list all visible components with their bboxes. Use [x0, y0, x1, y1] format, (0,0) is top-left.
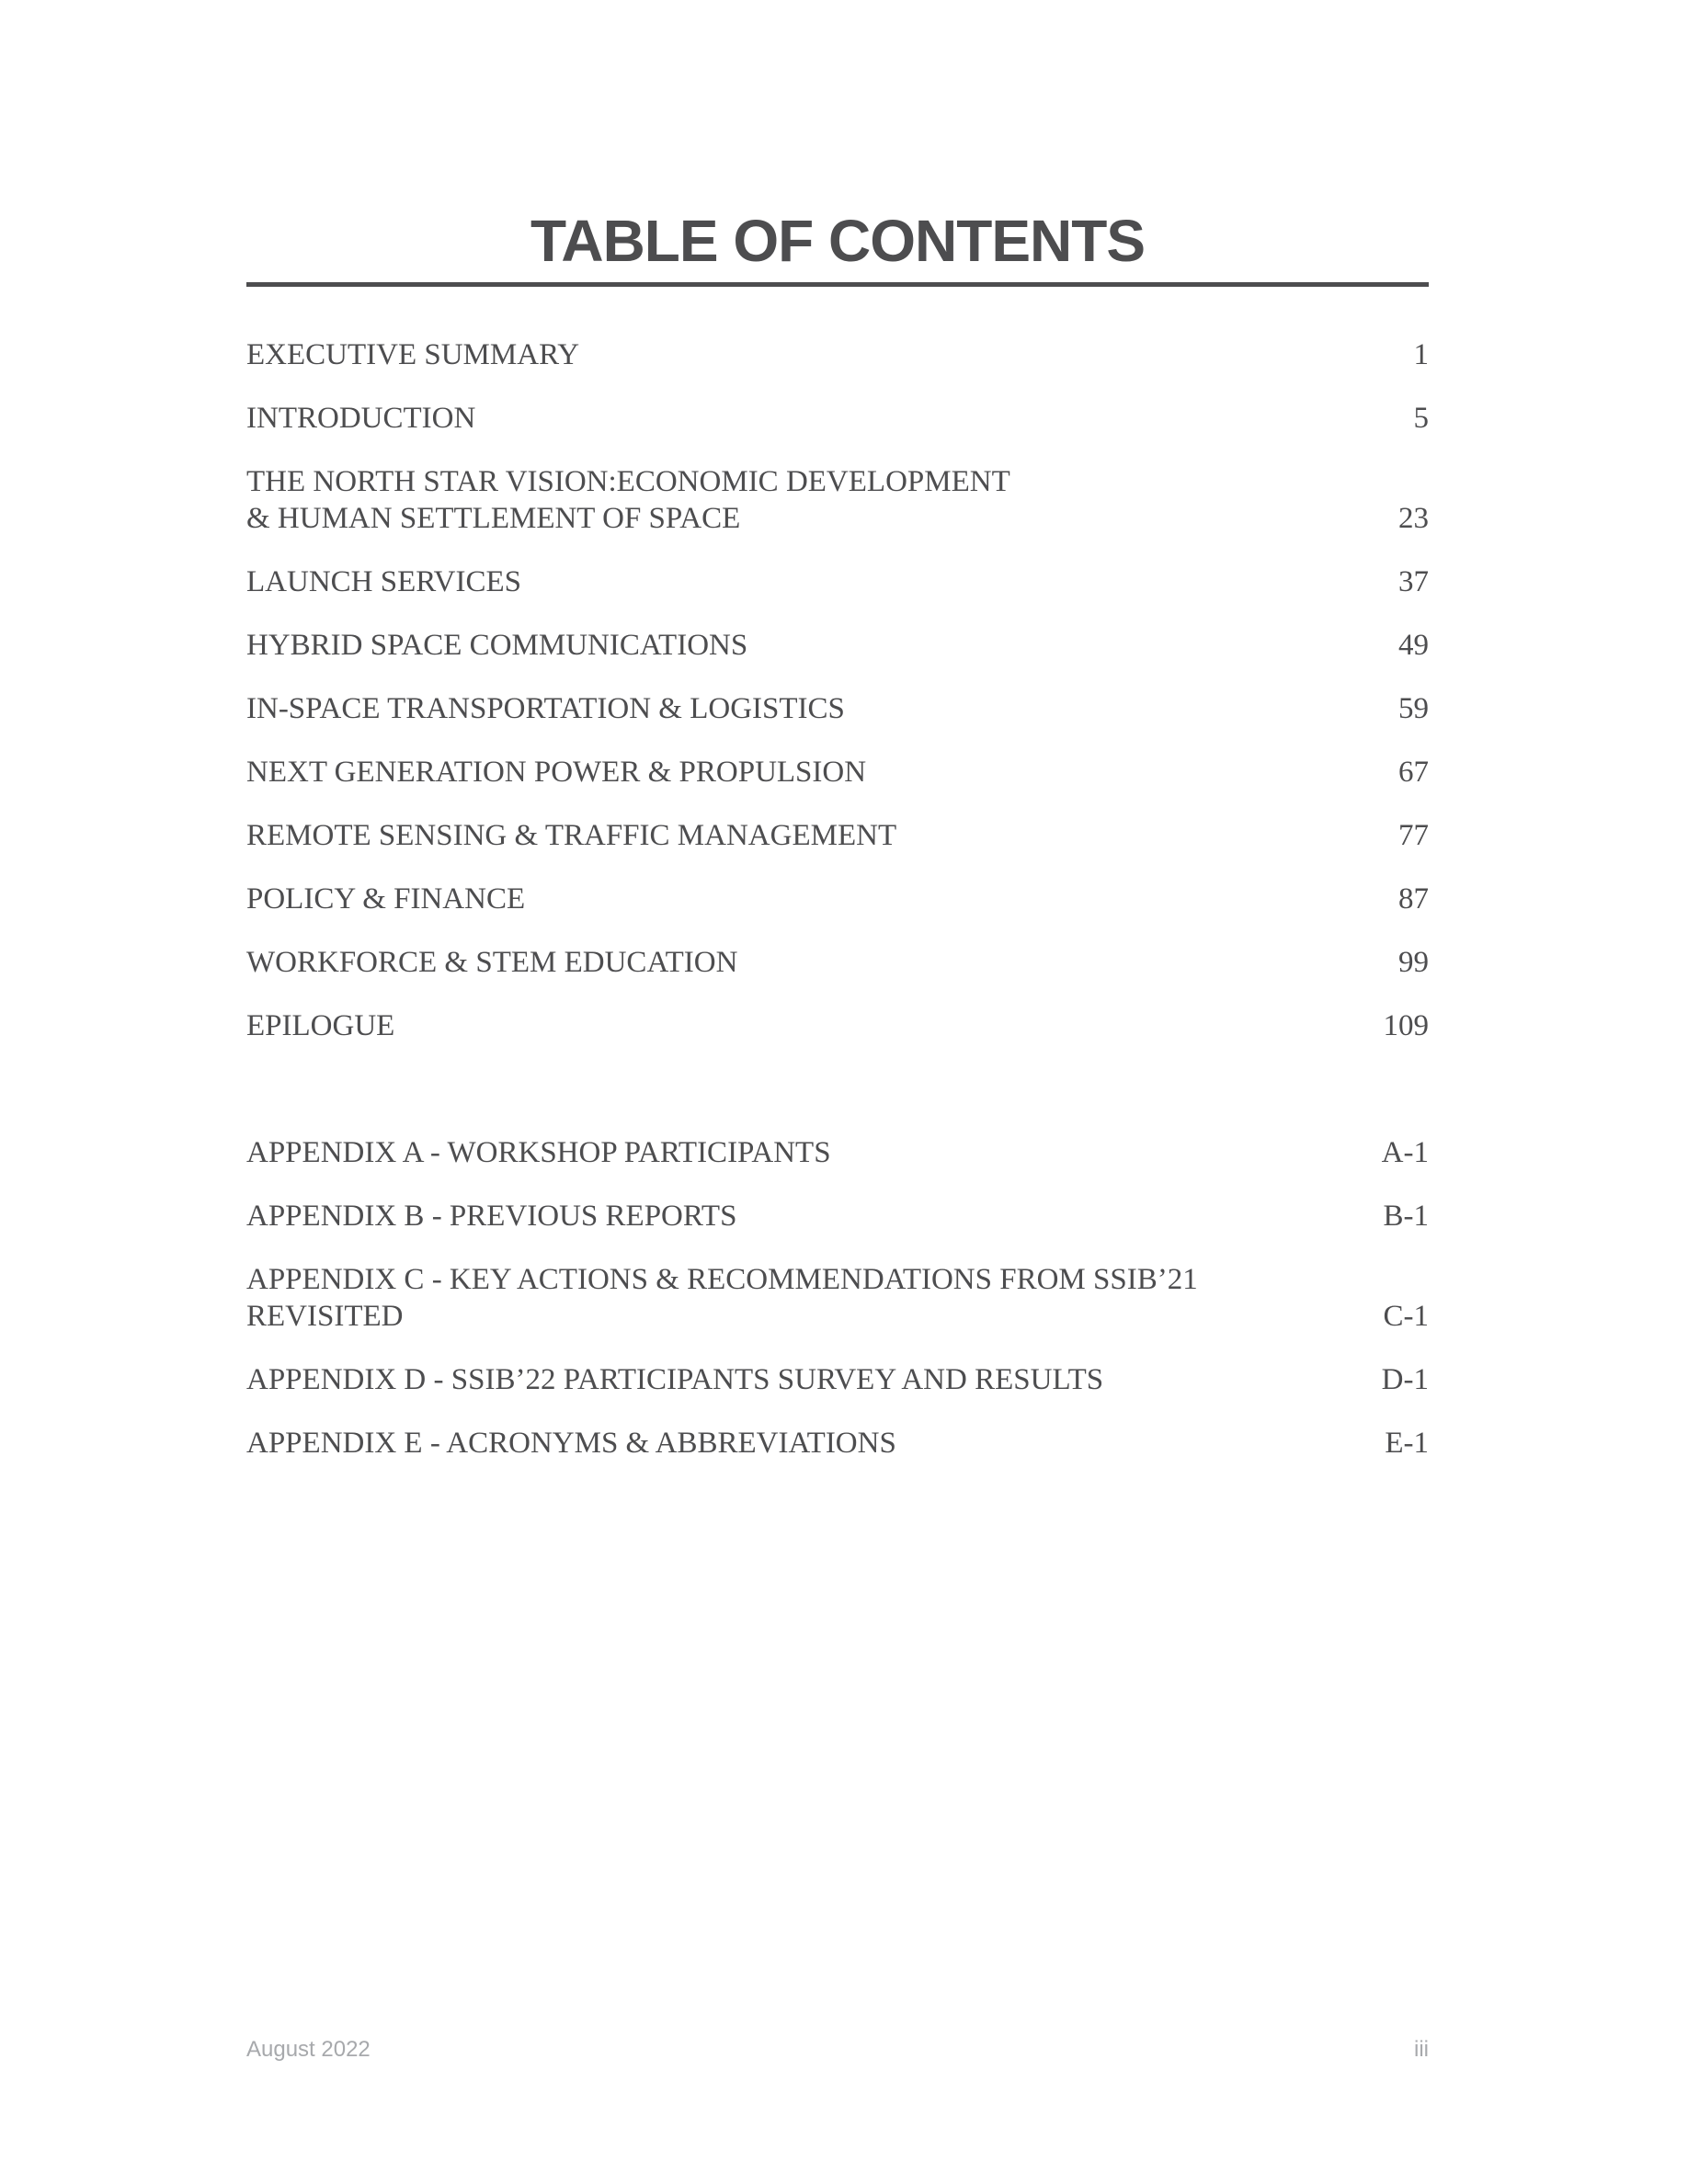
- footer-page-number: iii: [1414, 2037, 1429, 2062]
- toc-entry[interactable]: [246, 563, 1429, 600]
- toc-appendix-section: [246, 1134, 1429, 1462]
- toc-entry[interactable]: [246, 1361, 1429, 1398]
- toc-entry[interactable]: [246, 336, 1429, 373]
- toc-entry-label: [246, 463, 1362, 537]
- toc-entry-page-number: 109: [1383, 1009, 1429, 1042]
- toc-entry-page-number: D-1: [1381, 1363, 1429, 1396]
- toc-entry-page-number: E-1: [1385, 1427, 1429, 1460]
- toc-entry-label-line: APPENDIX A - WORKSHOP PARTICIPANTS: [246, 1136, 831, 1169]
- toc-entry[interactable]: [246, 627, 1429, 664]
- toc-entry-label: [246, 754, 1362, 791]
- toc-entry-label-line: & HUMAN SETTLEMENT OF SPACE: [246, 502, 741, 535]
- toc-entry-label-line: APPENDIX C - KEY ACTIONS & RECOMMENDATIONS FROM SSIB’21 REVISITED: [246, 1263, 1198, 1333]
- toc-entry-label: [246, 400, 1377, 437]
- toc-entry-label-line: LAUNCH SERVICES: [246, 565, 521, 598]
- toc-entry[interactable]: [246, 1007, 1429, 1044]
- toc-entry-page-number: 5: [1413, 402, 1429, 435]
- toc-entry-label-line: IN-SPACE TRANSPORTATION & LOGISTICS: [246, 692, 845, 725]
- toc-entry-page-number: C-1: [1383, 1300, 1429, 1333]
- toc-entry[interactable]: [246, 1198, 1429, 1234]
- toc-entry-page-number: 87: [1398, 882, 1429, 916]
- toc-main-section: [246, 336, 1429, 1044]
- toc-entry-page-number: 49: [1398, 629, 1429, 662]
- toc-entry-label: [246, 1425, 1348, 1462]
- toc-entry-label-line: NEXT GENERATION POWER & PROPULSION: [246, 756, 867, 789]
- toc-entry[interactable]: [246, 754, 1429, 791]
- toc-entry-label-line: APPENDIX E - ACRONYMS & ABBREVIATIONS: [246, 1427, 896, 1460]
- toc-entry-label: [246, 627, 1362, 664]
- toc-entry-page-number: 59: [1398, 692, 1429, 725]
- toc-entry-label: [246, 1198, 1347, 1234]
- table-of-contents: [246, 336, 1429, 1488]
- toc-entry-label: [246, 1007, 1347, 1044]
- toc-entry[interactable]: [246, 817, 1429, 854]
- toc-entry[interactable]: [246, 400, 1429, 437]
- toc-entry-label-line: POLICY & FINANCE: [246, 882, 526, 916]
- toc-entry[interactable]: [246, 881, 1429, 917]
- toc-entry-label: [246, 1134, 1345, 1171]
- toc-entry[interactable]: [246, 1261, 1429, 1335]
- toc-entry-page-number: 99: [1398, 946, 1429, 979]
- page-title: TABLE OF CONTENTS: [530, 208, 1145, 274]
- toc-entry[interactable]: [246, 690, 1429, 727]
- toc-entry-label: [246, 690, 1362, 727]
- toc-entry[interactable]: [246, 1134, 1429, 1171]
- toc-entry-page-number: 1: [1413, 338, 1429, 371]
- toc-entry-label-line: THE NORTH STAR VISION:ECONOMIC DEVELOPMENT: [246, 465, 1010, 498]
- toc-entry-page-number: 23: [1398, 502, 1429, 535]
- toc-entry-label-line: WORKFORCE & STEM EDUCATION: [246, 946, 738, 979]
- footer-date: August 2022: [246, 2037, 371, 2062]
- toc-entry-label-line: INTRODUCTION: [246, 402, 476, 435]
- toc-entry-label: [246, 817, 1362, 854]
- toc-entry-page-number: B-1: [1383, 1200, 1429, 1233]
- toc-entry-label-line: APPENDIX B - PREVIOUS REPORTS: [246, 1200, 737, 1233]
- toc-entry-label-line: REMOTE SENSING & TRAFFIC MANAGEMENT: [246, 819, 897, 852]
- toc-entry-label-line: HYBRID SPACE COMMUNICATIONS: [246, 629, 748, 662]
- toc-section-gap: [246, 1071, 1429, 1134]
- toc-entry-label: [246, 1361, 1345, 1398]
- toc-entry-page-number: 37: [1398, 565, 1429, 598]
- toc-entry-page-number: A-1: [1381, 1136, 1429, 1169]
- toc-entry-label-line: EPILOGUE: [246, 1009, 395, 1042]
- toc-entry[interactable]: [246, 463, 1429, 537]
- toc-entry-page-number: 67: [1398, 756, 1429, 789]
- toc-entry-label: [246, 881, 1362, 917]
- toc-entry-label-line: EXECUTIVE SUMMARY: [246, 338, 580, 371]
- toc-entry[interactable]: [246, 1425, 1429, 1462]
- title-divider: [246, 282, 1429, 287]
- toc-entry-label: [246, 336, 1377, 373]
- toc-entry-label: [246, 1261, 1347, 1335]
- toc-entry-label: [246, 944, 1362, 981]
- toc-entry-page-number: 77: [1398, 819, 1429, 852]
- toc-entry[interactable]: [246, 944, 1429, 981]
- toc-entry-label-line: APPENDIX D - SSIB’22 PARTICIPANTS SURVEY AND RESULTS: [246, 1363, 1104, 1396]
- toc-entry-label: [246, 563, 1362, 600]
